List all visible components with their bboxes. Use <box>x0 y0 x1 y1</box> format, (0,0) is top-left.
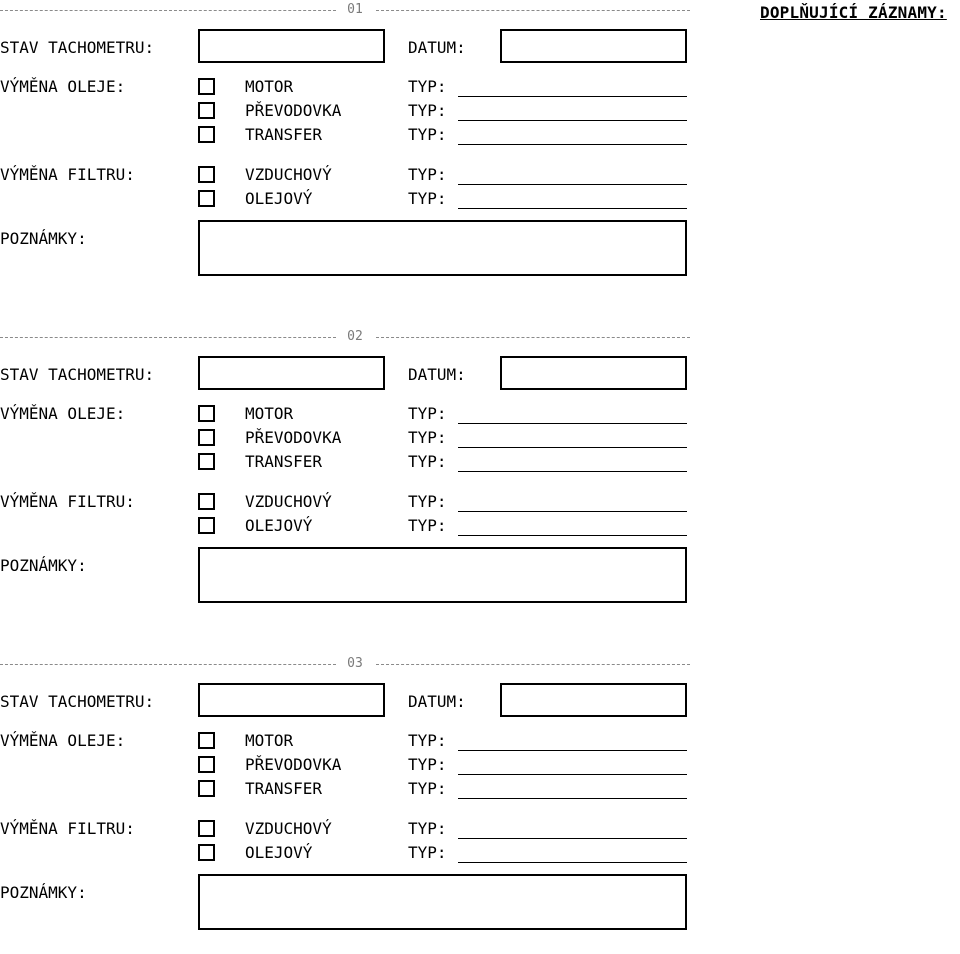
oil-item-checkbox[interactable] <box>198 756 215 773</box>
type-label: TYP: <box>408 492 447 511</box>
odometer-field[interactable] <box>198 29 385 63</box>
type-input-line[interactable] <box>458 471 687 472</box>
record-section <box>0 654 700 954</box>
type-label: TYP: <box>408 165 447 184</box>
type-input-line[interactable] <box>458 838 687 839</box>
filter-change-label: VÝMĚNA FILTRU: <box>0 492 135 511</box>
section-divider <box>376 337 690 338</box>
type-input-line[interactable] <box>458 144 687 145</box>
section-divider <box>0 664 336 665</box>
odometer-label: STAV TACHOMETRU: <box>0 38 155 57</box>
type-input-line[interactable] <box>458 750 687 751</box>
oil-item-label: PŘEVODOVKA <box>245 101 342 120</box>
oil-item-label: PŘEVODOVKA <box>245 755 342 774</box>
oil-item-label: MOTOR <box>245 404 294 423</box>
oil-item-label: PŘEVODOVKA <box>245 428 342 447</box>
oil-item-checkbox[interactable] <box>198 78 215 95</box>
type-input-line[interactable] <box>458 423 687 424</box>
odometer-label: STAV TACHOMETRU: <box>0 692 155 711</box>
oil-item-checkbox[interactable] <box>198 405 215 422</box>
section-number: 03 <box>347 656 363 671</box>
filter-item-label: VZDUCHOVÝ <box>245 165 332 184</box>
type-input-line[interactable] <box>458 447 687 448</box>
filter-item-checkbox[interactable] <box>198 820 215 837</box>
type-label: TYP: <box>408 101 447 120</box>
oil-item-label: MOTOR <box>245 731 294 750</box>
odometer-field[interactable] <box>198 683 385 717</box>
filter-item-checkbox[interactable] <box>198 190 215 207</box>
type-label: TYP: <box>408 819 447 838</box>
type-label: TYP: <box>408 516 447 535</box>
date-field[interactable] <box>500 356 687 390</box>
type-input-line[interactable] <box>458 208 687 209</box>
additional-records-title: DOPLŇUJÍCÍ ZÁZNAMY: <box>760 3 947 22</box>
type-label: TYP: <box>408 125 447 144</box>
record-section <box>0 327 700 627</box>
type-label: TYP: <box>408 428 447 447</box>
notes-label: POZNÁMKY: <box>0 556 87 575</box>
notes-label: POZNÁMKY: <box>0 883 87 902</box>
section-divider <box>0 10 336 11</box>
oil-item-label: TRANSFER <box>245 452 323 471</box>
notes-label: POZNÁMKY: <box>0 229 87 248</box>
oil-change-label: VÝMĚNA OLEJE: <box>0 77 126 96</box>
oil-item-label: TRANSFER <box>245 779 323 798</box>
date-label: DATUM: <box>408 365 466 384</box>
section-number: 01 <box>347 2 363 17</box>
notes-field[interactable] <box>198 220 687 276</box>
type-input-line[interactable] <box>458 535 687 536</box>
section-number: 02 <box>347 329 363 344</box>
oil-item-checkbox[interactable] <box>198 453 215 470</box>
filter-item-checkbox[interactable] <box>198 517 215 534</box>
section-divider <box>0 337 336 338</box>
type-input-line[interactable] <box>458 120 687 121</box>
oil-item-label: MOTOR <box>245 77 294 96</box>
record-section <box>0 0 700 300</box>
type-input-line[interactable] <box>458 511 687 512</box>
filter-change-label: VÝMĚNA FILTRU: <box>0 819 135 838</box>
type-label: TYP: <box>408 843 447 862</box>
type-input-line[interactable] <box>458 184 687 185</box>
filter-item-label: VZDUCHOVÝ <box>245 819 332 838</box>
oil-item-checkbox[interactable] <box>198 780 215 797</box>
type-input-line[interactable] <box>458 96 687 97</box>
section-divider <box>376 10 690 11</box>
oil-change-label: VÝMĚNA OLEJE: <box>0 404 126 423</box>
odometer-field[interactable] <box>198 356 385 390</box>
filter-item-checkbox[interactable] <box>198 493 215 510</box>
type-label: TYP: <box>408 779 447 798</box>
type-label: TYP: <box>408 189 447 208</box>
type-input-line[interactable] <box>458 774 687 775</box>
oil-item-checkbox[interactable] <box>198 102 215 119</box>
filter-item-label: OLEJOVÝ <box>245 189 313 208</box>
oil-item-checkbox[interactable] <box>198 429 215 446</box>
oil-item-label: TRANSFER <box>245 125 323 144</box>
filter-change-label: VÝMĚNA FILTRU: <box>0 165 135 184</box>
type-label: TYP: <box>408 731 447 750</box>
date-field[interactable] <box>500 29 687 63</box>
notes-field[interactable] <box>198 874 687 930</box>
section-divider <box>376 664 690 665</box>
filter-item-checkbox[interactable] <box>198 166 215 183</box>
filter-item-checkbox[interactable] <box>198 844 215 861</box>
notes-field[interactable] <box>198 547 687 603</box>
type-label: TYP: <box>408 404 447 423</box>
filter-item-label: OLEJOVÝ <box>245 843 313 862</box>
date-label: DATUM: <box>408 38 466 57</box>
oil-item-checkbox[interactable] <box>198 126 215 143</box>
type-label: TYP: <box>408 77 447 96</box>
oil-item-checkbox[interactable] <box>198 732 215 749</box>
filter-item-label: OLEJOVÝ <box>245 516 313 535</box>
type-label: TYP: <box>408 452 447 471</box>
date-label: DATUM: <box>408 692 466 711</box>
type-label: TYP: <box>408 755 447 774</box>
type-input-line[interactable] <box>458 798 687 799</box>
date-field[interactable] <box>500 683 687 717</box>
odometer-label: STAV TACHOMETRU: <box>0 365 155 384</box>
oil-change-label: VÝMĚNA OLEJE: <box>0 731 126 750</box>
filter-item-label: VZDUCHOVÝ <box>245 492 332 511</box>
type-input-line[interactable] <box>458 862 687 863</box>
